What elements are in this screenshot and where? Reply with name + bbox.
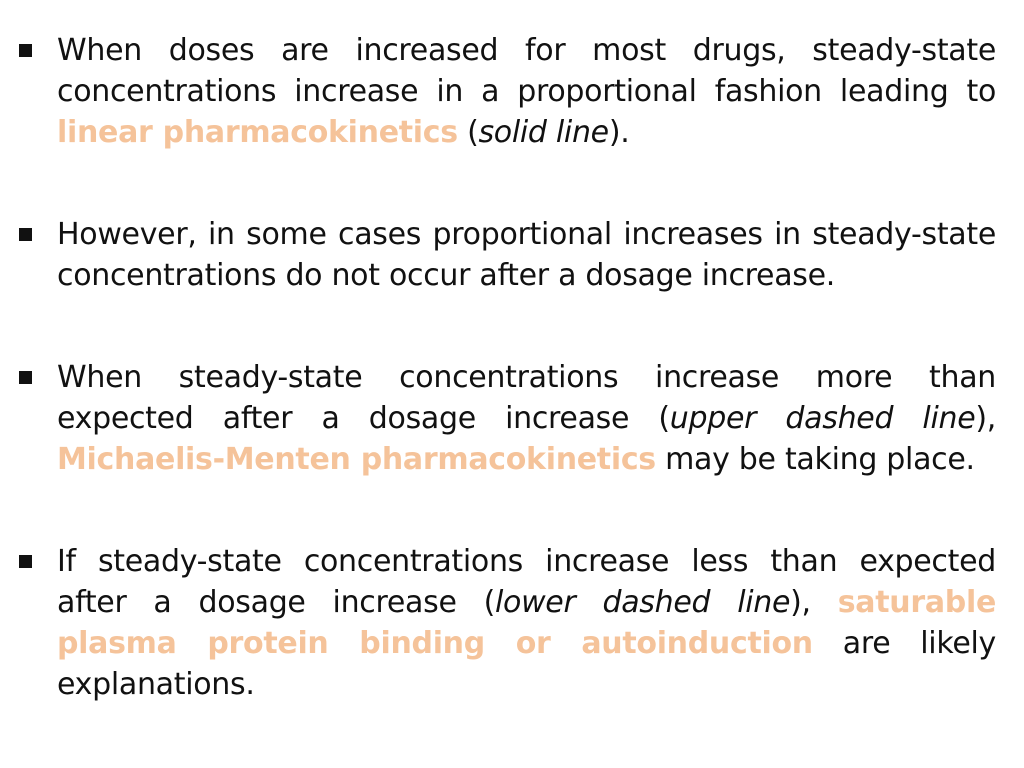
text-run: may be taking place. xyxy=(655,442,975,477)
square-bullet-icon xyxy=(19,555,32,568)
square-bullet-icon xyxy=(19,228,32,241)
bullet-text xyxy=(57,357,996,480)
bullet-text xyxy=(57,30,996,153)
text-run: are likely explanations. xyxy=(57,626,996,702)
bullet-text xyxy=(57,214,996,296)
text-run: ( xyxy=(457,115,479,150)
text-run: ). xyxy=(608,115,630,150)
text-run: However, in some cases proportional increases in steady-state concentrations do not occur after a dosage increase. xyxy=(57,217,996,293)
text-run: ), xyxy=(975,401,996,436)
text-run: When steady-state concentrations increase more than expected after a dosage increase ( xyxy=(57,360,996,436)
text-run: ), xyxy=(790,585,838,620)
italic-term: upper dashed line xyxy=(669,401,976,436)
square-bullet-icon xyxy=(19,44,32,57)
square-bullet-icon xyxy=(19,371,32,384)
italic-term: lower dashed line xyxy=(494,585,791,620)
text-run: If steady-state concentrations increase less than expected after a dosage increase ( xyxy=(57,544,996,620)
text-run: When doses are increased for most drugs, steady-state concentrations increase in a proportional fashion leading to xyxy=(57,33,996,109)
highlight-term: saturable plasma protein binding or autoinduction xyxy=(57,585,996,661)
bullet-text xyxy=(57,541,996,705)
highlight-term: Michaelis-Menten pharmacokinetics xyxy=(57,442,656,477)
highlight-term: linear pharmacokinetics xyxy=(57,115,458,150)
italic-term: solid line xyxy=(478,115,609,150)
